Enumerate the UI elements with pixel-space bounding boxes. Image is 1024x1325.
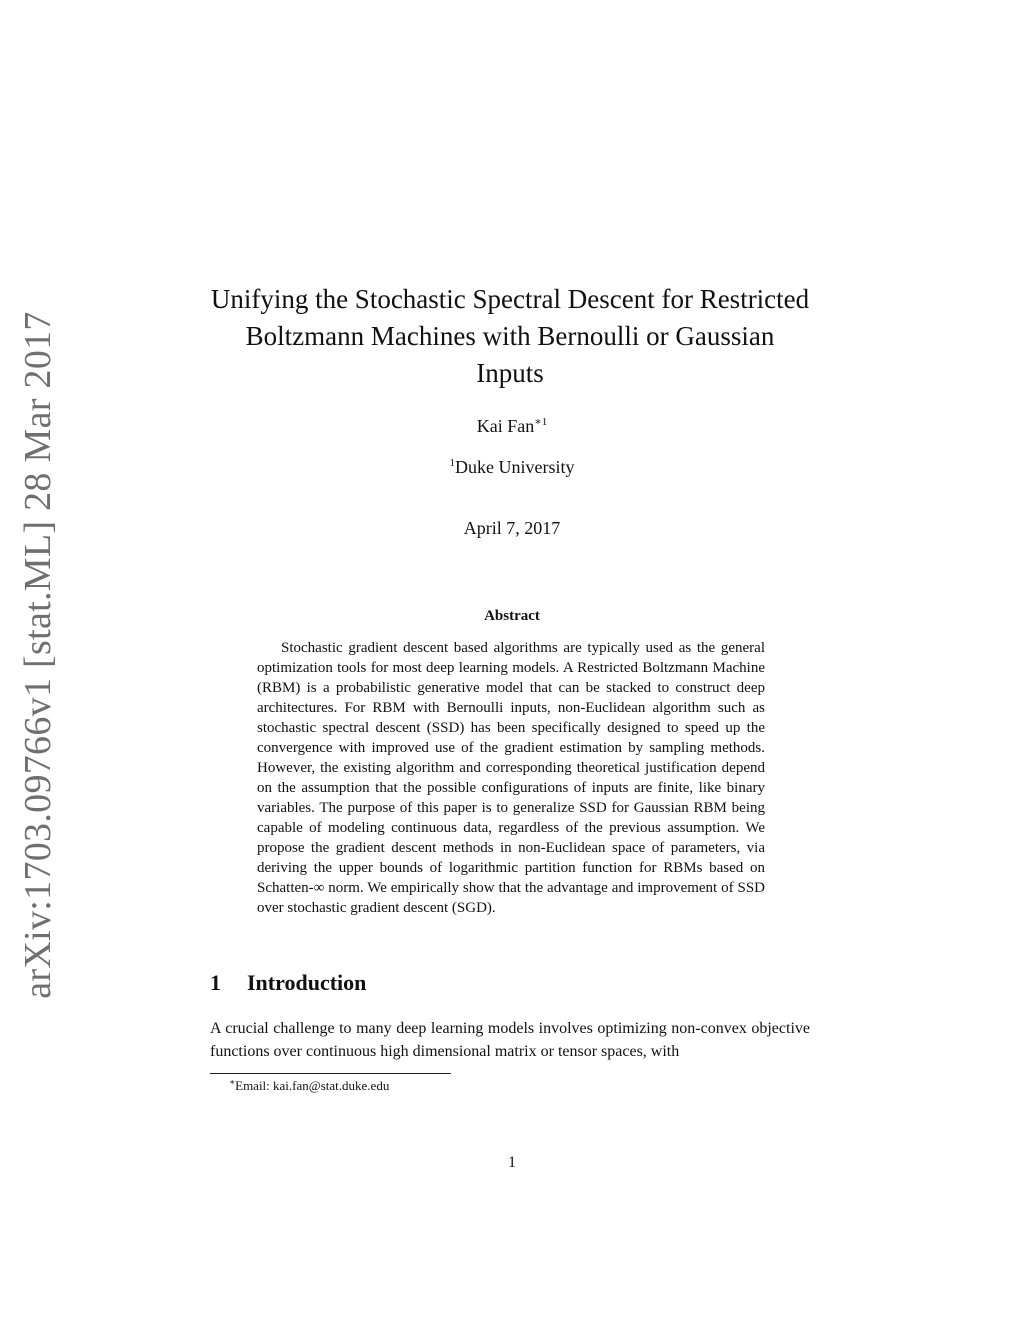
page-number: 1	[508, 1154, 516, 1171]
footnote-mark: ∗	[229, 1077, 236, 1087]
footnote-divider	[210, 1073, 451, 1074]
affiliation-line	[0, 457, 1024, 478]
abstract-body: Stochastic gradient descent based algorithms are typically used as the general optimization tools for most deep learning models. A Restricted Boltzmann Machine (RBM) is a probabilistic generative model that can be stacked to construct deep architectures. For RBM with Bernoulli inputs, non-Euclidean algorithm such as stochastic spectral descent (SSD) has been specifically designed to speed up the convergence with improved use of the gradient estimation by sampling methods. However, the existing algorithm and corresponding theoretical justification depend on the assumption that the possible configurations of inputs are finite, like binary variables. The purpose of this paper is to generalize SSD for Gaussian RBM being capable of modeling continuous data, regardless of the previous assumption. We propose the gradient descent methods in non-Euclidean space of parameters, via deriving the upper bounds of logarithmic partition function for RBMs based on Schatten-∞ norm. We empirically show that the advantage and improvement of SSD over stochastic gradient descent (SGD).	[257, 640, 765, 916]
affiliation-mark: 1	[449, 457, 455, 469]
section-title: Introduction	[247, 970, 367, 995]
footnote-text: Email: kai.fan@stat.duke.edu	[235, 1078, 390, 1093]
paper-date: April 7, 2017	[463, 518, 561, 538]
section-number: 1	[210, 970, 221, 995]
author-line	[0, 416, 1024, 437]
paper-title: Unifying the Stochastic Spectral Descent for Restricted Boltzmann Machines with Bernoulli or Gaussian Inputs	[210, 284, 810, 388]
author-mark: ∗1	[534, 416, 548, 428]
section-heading	[210, 970, 366, 996]
footnote	[229, 1078, 389, 1094]
abstract-heading: Abstract	[484, 608, 540, 624]
section-body: A crucial challenge to many deep learning models involves optimizing non-convex objective functions over continuous high dimensional matrix or tensor spaces, with	[210, 1020, 810, 1060]
arxiv-identifier-text: arXiv:1703.09766v1 [stat.ML] 28 Mar 2017	[17, 311, 59, 999]
affiliation-name: Duke University	[455, 457, 575, 477]
author-name: Kai Fan	[476, 416, 535, 436]
